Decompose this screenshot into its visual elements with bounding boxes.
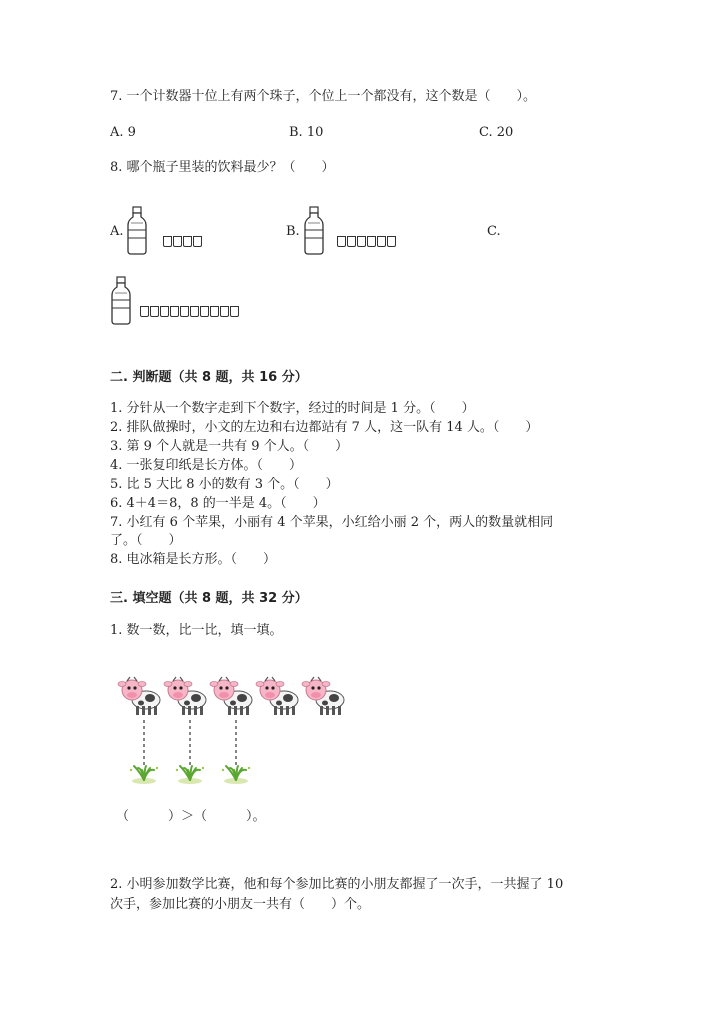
cup-icon — [377, 236, 386, 247]
fill-q1-text: 1. 数一数，比一比，填一填。 — [110, 623, 283, 638]
section3-heading: 三. 填空题（共 8 题，共 32 分） — [110, 591, 308, 606]
bottle-icon — [109, 276, 133, 326]
bottle-icon — [302, 206, 326, 256]
cup-icon — [230, 306, 239, 317]
cup-icon — [347, 236, 356, 247]
q7-option-c[interactable]: C. 20 — [479, 125, 514, 140]
judge-item-8: 8. 电冰箱是长方形。（ ） — [110, 552, 277, 567]
q7-text: 7. 一个计数器十位上有两个珠子，个位上一个都没有，这个数是（ ）。 — [110, 89, 537, 104]
cup-icon — [183, 236, 192, 247]
cows-and-grass-illustration — [110, 668, 370, 798]
cups-group-a — [163, 236, 202, 247]
cup-icon — [220, 306, 229, 317]
judge-item-3: 3. 第 9 个人就是一共有 9 个人。（ ） — [110, 439, 349, 454]
cow-icon — [302, 677, 344, 715]
cow-icon — [164, 677, 206, 715]
cow-icon — [118, 677, 160, 715]
cup-icon — [193, 236, 202, 247]
cup-icon — [387, 236, 396, 247]
judge-item-4: 4. 一张复印纸是长方体。（ ） — [110, 458, 303, 473]
fill-q1-answer[interactable]: （ ）＞（ ）。 — [116, 809, 266, 824]
bottle-icon — [125, 206, 149, 256]
judge-item-7-cont: 了。（ ） — [110, 533, 182, 548]
cup-icon — [367, 236, 376, 247]
q7-option-a[interactable]: A. 9 — [110, 125, 136, 140]
q8-option-c-label[interactable]: C. — [487, 224, 501, 239]
cup-icon — [173, 236, 182, 247]
cup-icon — [160, 306, 169, 317]
q8-text: 8. 哪个瓶子里装的饮料最少？（ ） — [110, 160, 335, 175]
fill-q2-line1: 2. 小明参加数学比赛，他和每个参加比赛的小朋友都握了一次手，一共握了 10 — [110, 877, 564, 892]
judge-item-7: 7. 小红有 6 个苹果，小丽有 4 个苹果，小红给小丽 2 个，两人的数量就相同 — [110, 515, 554, 530]
cups-group-b — [337, 236, 396, 247]
cup-icon — [180, 306, 189, 317]
judge-item-6: 6. 4＋4＝8，8 的一半是 4。（ ） — [110, 496, 326, 511]
cow-icon — [256, 677, 298, 715]
q8-option-a-label[interactable]: A. — [110, 224, 124, 239]
q7-option-b[interactable]: B. 10 — [289, 125, 324, 140]
cups-group-c — [140, 306, 239, 317]
grass-icon — [130, 766, 158, 784]
cow-icon — [210, 677, 252, 715]
fill-q2-line2: 次手，参加比赛的小朋友一共有（ ）个。 — [110, 897, 371, 912]
cup-icon — [140, 306, 149, 317]
cup-icon — [163, 236, 172, 247]
judge-item-1: 1. 分针从一个数字走到下个数字，经过的时间是 1 分。（ ） — [110, 401, 475, 416]
cup-icon — [190, 306, 199, 317]
section2-heading: 二. 判断题（共 8 题，共 16 分） — [110, 370, 308, 385]
cup-icon — [200, 306, 209, 317]
cup-icon — [150, 306, 159, 317]
grass-icon — [176, 766, 204, 784]
cup-icon — [210, 306, 219, 317]
q8-option-b-label[interactable]: B. — [286, 224, 300, 239]
judge-item-5: 5. 比 5 大比 8 小的数有 3 个。（ ） — [110, 477, 339, 492]
cup-icon — [357, 236, 366, 247]
cup-icon — [337, 236, 346, 247]
grass-icon — [222, 766, 250, 784]
cup-icon — [170, 306, 179, 317]
judge-item-2: 2. 排队做操时，小文的左边和右边都站有 7 人，这一队有 14 人。（ ） — [110, 420, 539, 435]
